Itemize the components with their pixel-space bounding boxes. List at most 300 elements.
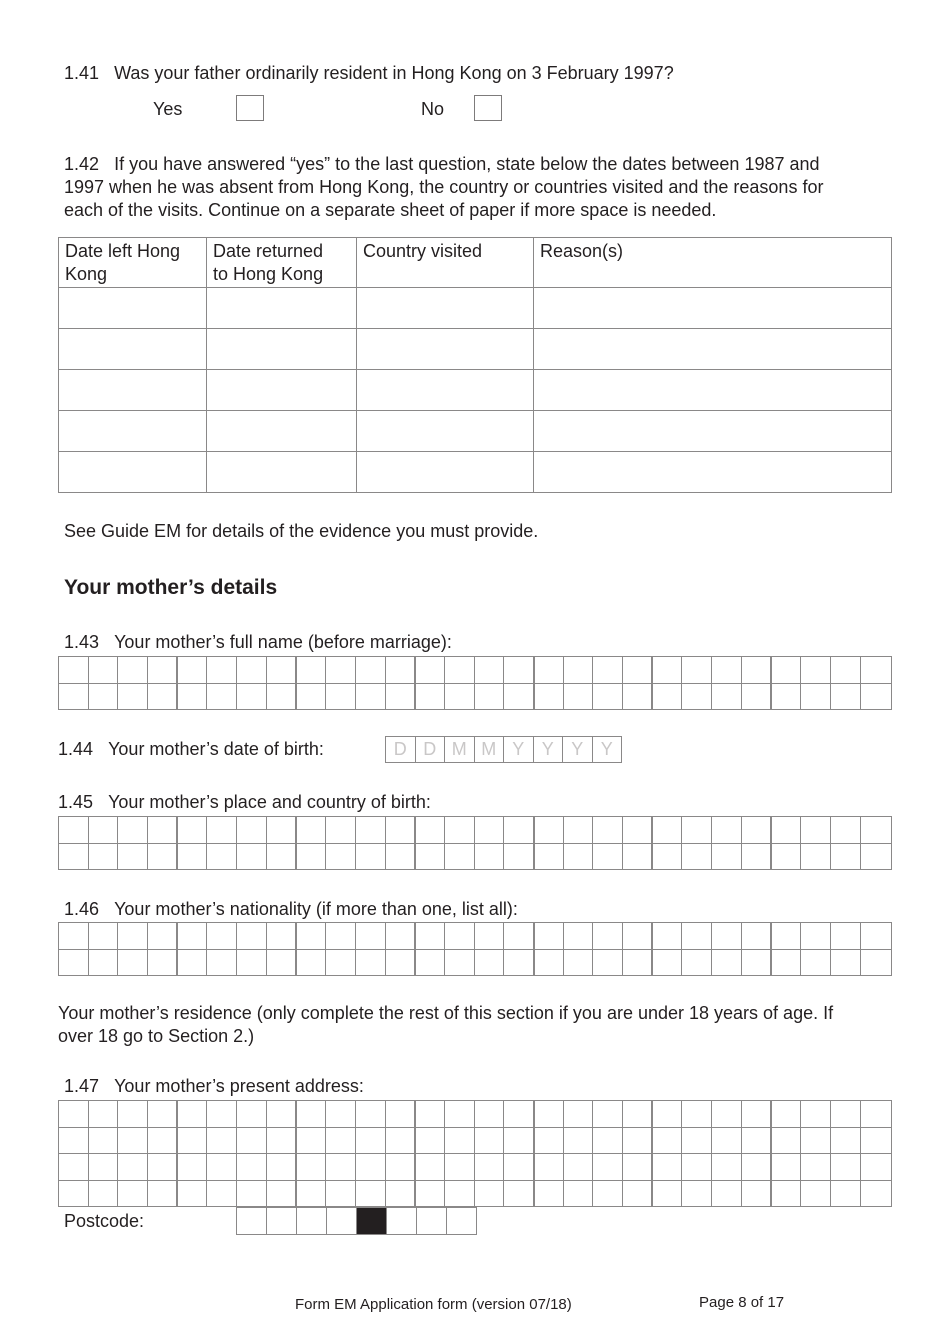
character-box[interactable] <box>741 1127 771 1154</box>
character-box[interactable] <box>652 949 682 976</box>
character-box[interactable] <box>118 1180 148 1207</box>
character-box[interactable] <box>593 1180 623 1207</box>
character-box[interactable] <box>860 1180 891 1207</box>
reason-cell[interactable] <box>534 452 892 493</box>
character-box[interactable] <box>266 1101 296 1128</box>
character-box[interactable] <box>771 923 801 950</box>
character-box[interactable] <box>148 683 178 710</box>
character-box[interactable] <box>712 949 742 976</box>
character-box[interactable] <box>712 923 742 950</box>
dob-year-cell[interactable]: Y <box>504 737 534 763</box>
character-box[interactable] <box>504 843 534 870</box>
postcode-cell[interactable] <box>387 1208 417 1235</box>
character-box[interactable] <box>59 817 89 844</box>
character-box[interactable] <box>534 923 564 950</box>
character-box[interactable] <box>118 683 148 710</box>
character-box[interactable] <box>444 817 474 844</box>
character-box[interactable] <box>504 1101 534 1128</box>
no-checkbox[interactable] <box>474 95 502 121</box>
character-box[interactable] <box>415 1101 445 1128</box>
character-box[interactable] <box>652 683 682 710</box>
character-box[interactable] <box>177 843 207 870</box>
character-box[interactable] <box>682 683 712 710</box>
postcode-grid[interactable] <box>236 1207 477 1235</box>
character-box[interactable] <box>266 843 296 870</box>
character-box[interactable] <box>860 1154 891 1181</box>
character-box[interactable] <box>444 1180 474 1207</box>
character-box[interactable] <box>563 1127 593 1154</box>
character-box[interactable] <box>801 949 831 976</box>
character-box[interactable] <box>623 949 653 976</box>
character-box[interactable] <box>771 1127 801 1154</box>
character-box[interactable] <box>237 657 267 684</box>
character-box[interactable] <box>652 1154 682 1181</box>
character-box[interactable] <box>296 1180 326 1207</box>
character-box[interactable] <box>355 923 385 950</box>
character-box[interactable] <box>771 817 801 844</box>
character-box[interactable] <box>177 949 207 976</box>
character-box[interactable] <box>712 1180 742 1207</box>
reason-cell[interactable] <box>534 370 892 411</box>
dob-day-cell[interactable]: D <box>386 737 416 763</box>
character-box[interactable] <box>355 817 385 844</box>
character-box[interactable] <box>118 923 148 950</box>
date-returned-cell[interactable] <box>207 329 357 370</box>
character-box[interactable] <box>593 949 623 976</box>
character-box[interactable] <box>444 843 474 870</box>
country-cell[interactable] <box>357 411 534 452</box>
character-box[interactable] <box>88 949 118 976</box>
character-box[interactable] <box>177 657 207 684</box>
character-box[interactable] <box>593 683 623 710</box>
character-box[interactable] <box>801 1180 831 1207</box>
postcode-cell[interactable] <box>237 1208 267 1235</box>
character-box[interactable] <box>830 1180 860 1207</box>
character-box[interactable] <box>682 1127 712 1154</box>
character-box[interactable] <box>771 949 801 976</box>
character-box[interactable] <box>860 923 891 950</box>
character-box[interactable] <box>415 843 445 870</box>
character-box[interactable] <box>504 1127 534 1154</box>
character-box[interactable] <box>563 683 593 710</box>
character-box[interactable] <box>534 683 564 710</box>
character-box[interactable] <box>623 923 653 950</box>
dob-month-cell[interactable]: M <box>474 737 504 763</box>
character-box[interactable] <box>385 949 415 976</box>
character-box[interactable] <box>593 817 623 844</box>
character-box[interactable] <box>444 683 474 710</box>
character-box[interactable] <box>771 1180 801 1207</box>
character-box[interactable] <box>830 923 860 950</box>
character-box[interactable] <box>741 683 771 710</box>
character-box[interactable] <box>504 657 534 684</box>
character-box[interactable] <box>623 1180 653 1207</box>
character-box[interactable] <box>741 657 771 684</box>
character-box[interactable] <box>741 843 771 870</box>
character-box[interactable] <box>563 843 593 870</box>
character-box[interactable] <box>207 817 237 844</box>
character-box[interactable] <box>148 817 178 844</box>
character-box[interactable] <box>504 1154 534 1181</box>
character-box[interactable] <box>385 817 415 844</box>
character-box[interactable] <box>207 923 237 950</box>
character-box[interactable] <box>326 843 356 870</box>
character-box[interactable] <box>88 923 118 950</box>
character-box[interactable] <box>830 843 860 870</box>
character-box[interactable] <box>385 1127 415 1154</box>
character-box[interactable] <box>355 683 385 710</box>
character-box[interactable] <box>593 843 623 870</box>
character-box[interactable] <box>474 843 504 870</box>
character-box[interactable] <box>148 1127 178 1154</box>
character-box[interactable] <box>59 1101 89 1128</box>
character-box[interactable] <box>682 817 712 844</box>
character-box[interactable] <box>534 1101 564 1128</box>
character-box[interactable] <box>59 1180 89 1207</box>
date-left-cell[interactable] <box>59 411 207 452</box>
character-box[interactable] <box>355 1101 385 1128</box>
character-box[interactable] <box>504 683 534 710</box>
character-box[interactable] <box>177 817 207 844</box>
character-box[interactable] <box>801 1101 831 1128</box>
postcode-cell[interactable] <box>447 1208 477 1235</box>
character-box[interactable] <box>415 657 445 684</box>
character-box[interactable] <box>237 1127 267 1154</box>
character-box[interactable] <box>266 657 296 684</box>
character-box[interactable] <box>801 923 831 950</box>
character-box[interactable] <box>296 1154 326 1181</box>
character-box[interactable] <box>59 1154 89 1181</box>
character-box[interactable] <box>712 843 742 870</box>
character-box[interactable] <box>296 843 326 870</box>
character-box[interactable] <box>326 1180 356 1207</box>
character-box[interactable] <box>741 1180 771 1207</box>
country-cell[interactable] <box>357 452 534 493</box>
character-box[interactable] <box>741 1101 771 1128</box>
date-left-cell[interactable] <box>59 452 207 493</box>
character-box[interactable] <box>830 1127 860 1154</box>
character-box[interactable] <box>860 843 891 870</box>
character-box[interactable] <box>385 843 415 870</box>
character-box[interactable] <box>59 843 89 870</box>
character-box[interactable] <box>326 657 356 684</box>
dob-day-cell[interactable]: D <box>415 737 445 763</box>
character-box[interactable] <box>860 683 891 710</box>
character-box[interactable] <box>59 683 89 710</box>
character-box[interactable] <box>652 1127 682 1154</box>
character-box[interactable] <box>177 1101 207 1128</box>
character-box[interactable] <box>563 949 593 976</box>
character-box[interactable] <box>771 1101 801 1128</box>
dob-year-cell[interactable]: Y <box>592 737 622 763</box>
character-box[interactable] <box>88 683 118 710</box>
date-returned-cell[interactable] <box>207 288 357 329</box>
character-box[interactable] <box>444 1127 474 1154</box>
character-box[interactable] <box>266 683 296 710</box>
reason-cell[interactable] <box>534 329 892 370</box>
character-box[interactable] <box>266 923 296 950</box>
character-box[interactable] <box>118 1101 148 1128</box>
character-box[interactable] <box>385 1154 415 1181</box>
date-returned-cell[interactable] <box>207 411 357 452</box>
character-box[interactable] <box>534 817 564 844</box>
character-box[interactable] <box>355 1154 385 1181</box>
date-left-cell[interactable] <box>59 288 207 329</box>
character-box[interactable] <box>830 1101 860 1128</box>
character-box[interactable] <box>237 923 267 950</box>
character-box[interactable] <box>534 1154 564 1181</box>
character-box[interactable] <box>207 1180 237 1207</box>
country-cell[interactable] <box>357 370 534 411</box>
character-box[interactable] <box>415 683 445 710</box>
character-box[interactable] <box>563 1101 593 1128</box>
character-box[interactable] <box>444 1101 474 1128</box>
birth-place-grid[interactable] <box>58 816 892 870</box>
character-box[interactable] <box>712 817 742 844</box>
character-box[interactable] <box>148 1154 178 1181</box>
character-box[interactable] <box>266 1180 296 1207</box>
character-box[interactable] <box>534 657 564 684</box>
character-box[interactable] <box>444 657 474 684</box>
postcode-cell[interactable] <box>267 1208 297 1235</box>
character-box[interactable] <box>59 949 89 976</box>
postcode-cell[interactable] <box>297 1208 327 1235</box>
character-box[interactable] <box>860 949 891 976</box>
character-box[interactable] <box>118 843 148 870</box>
character-box[interactable] <box>860 657 891 684</box>
date-returned-cell[interactable] <box>207 452 357 493</box>
character-box[interactable] <box>266 949 296 976</box>
character-box[interactable] <box>563 923 593 950</box>
character-box[interactable] <box>444 949 474 976</box>
character-box[interactable] <box>237 1154 267 1181</box>
character-box[interactable] <box>860 1101 891 1128</box>
character-box[interactable] <box>177 923 207 950</box>
character-box[interactable] <box>504 949 534 976</box>
character-box[interactable] <box>860 1127 891 1154</box>
character-box[interactable] <box>860 817 891 844</box>
country-cell[interactable] <box>357 288 534 329</box>
character-box[interactable] <box>177 1154 207 1181</box>
character-box[interactable] <box>148 843 178 870</box>
character-box[interactable] <box>326 683 356 710</box>
character-box[interactable] <box>177 1180 207 1207</box>
character-box[interactable] <box>623 1101 653 1128</box>
character-box[interactable] <box>207 1154 237 1181</box>
character-box[interactable] <box>741 949 771 976</box>
character-box[interactable] <box>830 817 860 844</box>
character-box[interactable] <box>148 1180 178 1207</box>
character-box[interactable] <box>652 817 682 844</box>
character-box[interactable] <box>801 683 831 710</box>
character-box[interactable] <box>712 657 742 684</box>
character-box[interactable] <box>474 1127 504 1154</box>
character-box[interactable] <box>385 657 415 684</box>
character-box[interactable] <box>801 817 831 844</box>
character-box[interactable] <box>712 683 742 710</box>
character-box[interactable] <box>593 1154 623 1181</box>
character-box[interactable] <box>474 1180 504 1207</box>
character-box[interactable] <box>296 1127 326 1154</box>
character-box[interactable] <box>148 657 178 684</box>
character-box[interactable] <box>593 657 623 684</box>
character-box[interactable] <box>207 1127 237 1154</box>
character-box[interactable] <box>534 1127 564 1154</box>
character-box[interactable] <box>59 923 89 950</box>
character-box[interactable] <box>741 817 771 844</box>
postcode-cell[interactable] <box>417 1208 447 1235</box>
character-box[interactable] <box>237 817 267 844</box>
character-box[interactable] <box>830 683 860 710</box>
character-box[interactable] <box>563 1154 593 1181</box>
character-box[interactable] <box>801 657 831 684</box>
character-box[interactable] <box>118 817 148 844</box>
character-box[interactable] <box>415 1180 445 1207</box>
character-box[interactable] <box>148 923 178 950</box>
character-box[interactable] <box>593 923 623 950</box>
character-box[interactable] <box>266 1127 296 1154</box>
character-box[interactable] <box>355 843 385 870</box>
character-box[interactable] <box>712 1154 742 1181</box>
postcode-cell[interactable] <box>327 1208 357 1235</box>
character-box[interactable] <box>682 1154 712 1181</box>
character-box[interactable] <box>682 1180 712 1207</box>
character-box[interactable] <box>652 843 682 870</box>
character-box[interactable] <box>712 1101 742 1128</box>
character-box[interactable] <box>623 683 653 710</box>
character-box[interactable] <box>266 817 296 844</box>
character-box[interactable] <box>118 1154 148 1181</box>
character-box[interactable] <box>563 657 593 684</box>
character-box[interactable] <box>623 843 653 870</box>
dob-year-cell[interactable]: Y <box>533 737 563 763</box>
character-box[interactable] <box>771 683 801 710</box>
date-left-cell[interactable] <box>59 370 207 411</box>
character-box[interactable] <box>148 949 178 976</box>
character-box[interactable] <box>385 1180 415 1207</box>
date-returned-cell[interactable] <box>207 370 357 411</box>
character-box[interactable] <box>474 657 504 684</box>
character-box[interactable] <box>385 923 415 950</box>
character-box[interactable] <box>801 1154 831 1181</box>
character-box[interactable] <box>118 1127 148 1154</box>
character-box[interactable] <box>355 1127 385 1154</box>
character-box[interactable] <box>771 843 801 870</box>
country-cell[interactable] <box>357 329 534 370</box>
character-box[interactable] <box>830 657 860 684</box>
character-box[interactable] <box>563 817 593 844</box>
reason-cell[interactable] <box>534 288 892 329</box>
character-box[interactable] <box>237 683 267 710</box>
character-box[interactable] <box>534 949 564 976</box>
character-box[interactable] <box>207 949 237 976</box>
character-box[interactable] <box>207 843 237 870</box>
character-box[interactable] <box>296 683 326 710</box>
character-box[interactable] <box>563 1180 593 1207</box>
character-box[interactable] <box>296 657 326 684</box>
character-box[interactable] <box>801 843 831 870</box>
character-box[interactable] <box>652 1101 682 1128</box>
address-grid[interactable] <box>58 1100 892 1207</box>
character-box[interactable] <box>326 923 356 950</box>
character-box[interactable] <box>682 1101 712 1128</box>
yes-checkbox[interactable] <box>236 95 264 121</box>
character-box[interactable] <box>771 657 801 684</box>
character-box[interactable] <box>88 657 118 684</box>
character-box[interactable] <box>88 843 118 870</box>
character-box[interactable] <box>266 1154 296 1181</box>
character-box[interactable] <box>504 1180 534 1207</box>
character-box[interactable] <box>415 949 445 976</box>
character-box[interactable] <box>118 657 148 684</box>
character-box[interactable] <box>444 923 474 950</box>
character-box[interactable] <box>88 817 118 844</box>
character-box[interactable] <box>355 657 385 684</box>
character-box[interactable] <box>148 1101 178 1128</box>
character-box[interactable] <box>682 843 712 870</box>
character-box[interactable] <box>474 923 504 950</box>
character-box[interactable] <box>623 657 653 684</box>
character-box[interactable] <box>682 657 712 684</box>
nationality-grid[interactable] <box>58 922 892 976</box>
character-box[interactable] <box>830 949 860 976</box>
character-box[interactable] <box>652 1180 682 1207</box>
character-box[interactable] <box>652 657 682 684</box>
character-box[interactable] <box>504 817 534 844</box>
character-box[interactable] <box>59 657 89 684</box>
character-box[interactable] <box>474 1154 504 1181</box>
full-name-grid[interactable] <box>58 656 892 710</box>
character-box[interactable] <box>474 1101 504 1128</box>
character-box[interactable] <box>415 817 445 844</box>
character-box[interactable] <box>326 817 356 844</box>
character-box[interactable] <box>296 1101 326 1128</box>
character-box[interactable] <box>59 1127 89 1154</box>
character-box[interactable] <box>326 1154 356 1181</box>
character-box[interactable] <box>830 1154 860 1181</box>
character-box[interactable] <box>177 1127 207 1154</box>
date-of-birth-field[interactable] <box>385 736 622 763</box>
character-box[interactable] <box>623 1154 653 1181</box>
character-box[interactable] <box>326 949 356 976</box>
character-box[interactable] <box>237 1101 267 1128</box>
dob-month-cell[interactable]: M <box>445 737 475 763</box>
character-box[interactable] <box>296 817 326 844</box>
character-box[interactable] <box>355 1180 385 1207</box>
character-box[interactable] <box>88 1127 118 1154</box>
character-box[interactable] <box>474 817 504 844</box>
character-box[interactable] <box>415 923 445 950</box>
character-box[interactable] <box>177 683 207 710</box>
character-box[interactable] <box>682 949 712 976</box>
character-box[interactable] <box>88 1154 118 1181</box>
character-box[interactable] <box>652 923 682 950</box>
character-box[interactable] <box>474 949 504 976</box>
character-box[interactable] <box>237 1180 267 1207</box>
character-box[interactable] <box>237 843 267 870</box>
date-left-cell[interactable] <box>59 329 207 370</box>
character-box[interactable] <box>534 1180 564 1207</box>
character-box[interactable] <box>237 949 267 976</box>
reason-cell[interactable] <box>534 411 892 452</box>
dob-year-cell[interactable]: Y <box>563 737 593 763</box>
character-box[interactable] <box>712 1127 742 1154</box>
character-box[interactable] <box>415 1154 445 1181</box>
character-box[interactable] <box>296 923 326 950</box>
character-box[interactable] <box>504 923 534 950</box>
character-box[interactable] <box>593 1101 623 1128</box>
character-box[interactable] <box>296 949 326 976</box>
